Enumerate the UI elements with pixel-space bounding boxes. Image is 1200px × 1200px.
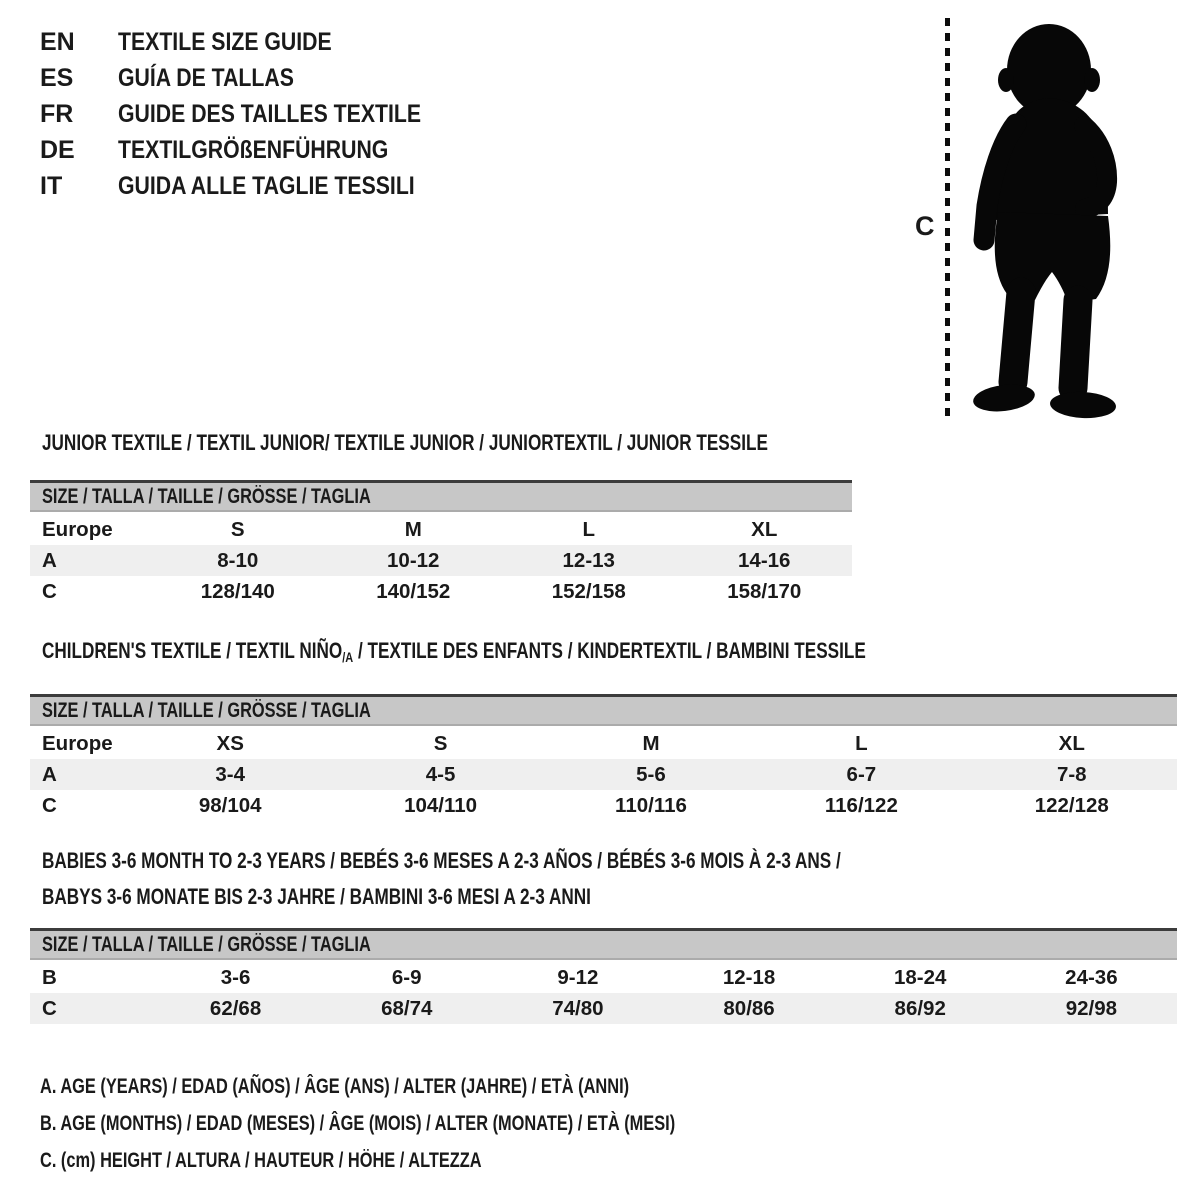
- row-label: C: [42, 579, 57, 603]
- age-cell: 14-16: [677, 545, 853, 576]
- childrens-textile-title: CHILDREN'S TEXTILE / TEXTIL NIÑO/A / TEXTILE DES ENFANTS / KINDERTEXTIL / BAMBINI TESSILE: [42, 638, 866, 665]
- lang-row-it: [40, 168, 475, 204]
- measure-legend: [40, 1068, 854, 1179]
- table-row-europe: [30, 514, 852, 545]
- age-cell: 3-4: [125, 759, 335, 790]
- babies-size-table: [30, 962, 1177, 1024]
- junior-textile-section: [30, 432, 852, 607]
- height-cell: 98/104: [198, 793, 262, 817]
- row-label: Europe: [42, 731, 113, 755]
- height-cell: 152/158: [551, 579, 626, 603]
- lang-row-fr: [40, 96, 475, 132]
- childrens-size-table: [30, 728, 1177, 821]
- lang-code: EN: [40, 28, 75, 56]
- row-label: Europe: [42, 517, 113, 541]
- size-cell: S: [230, 517, 245, 541]
- height-measure-figure: [895, 8, 1175, 433]
- size-cell: XS: [216, 731, 244, 755]
- age-cell: 5-6: [546, 759, 756, 790]
- height-cell: 122/128: [1034, 793, 1109, 817]
- height-cell: 104/110: [404, 793, 478, 817]
- height-cell: 140/152: [376, 579, 451, 603]
- row-label: A: [30, 759, 125, 790]
- age-cell: 6-7: [756, 759, 966, 790]
- age-cell: 24-36: [1065, 965, 1118, 989]
- size-cell: L: [855, 731, 868, 755]
- lang-code: IT: [40, 172, 63, 200]
- lang-row-de: [40, 132, 475, 168]
- babies-textile-section: [30, 843, 1177, 1024]
- size-header-bar: SIZE / TALLA / TAILLE / GRÖSSE / TAGLIA: [30, 480, 852, 512]
- toddler-silhouette-image: [961, 16, 1139, 420]
- height-cell: 68/74: [321, 993, 492, 1024]
- legend-line-b: B. AGE (MONTHS) / EDAD (MESES) / ÂGE (MOIS) / ALTER (MONATE) / ETÀ (MESI): [40, 1112, 676, 1135]
- lang-row-es: [40, 60, 475, 96]
- age-cell: 10-12: [326, 545, 502, 576]
- table-row-height: [30, 790, 1177, 821]
- row-label: C: [30, 993, 150, 1024]
- size-cell: XL: [751, 517, 778, 541]
- height-cell: 74/80: [492, 993, 663, 1024]
- height-cell: 116/122: [824, 793, 898, 817]
- height-cell: 62/68: [150, 993, 321, 1024]
- row-label: A: [30, 545, 150, 576]
- legend-line-c: C. (cm) HEIGHT / ALTURA / HAUTEUR / HÖHE / ALTEZZA: [40, 1149, 482, 1172]
- size-header-bar: SIZE / TALLA / TAILLE / GRÖSSE / TAGLIA: [30, 928, 1177, 960]
- junior-textile-title: JUNIOR TEXTILE / TEXTIL JUNIOR/ TEXTILE JUNIOR / JUNIORTEXTIL / JUNIOR TESSILE: [42, 430, 768, 455]
- nino-a-subscript: /A: [342, 649, 354, 665]
- lang-code: ES: [40, 64, 74, 92]
- height-cell: 158/170: [727, 579, 802, 603]
- lang-row-en: [40, 24, 475, 60]
- height-measure-label: C: [915, 211, 935, 241]
- size-cell: M: [404, 517, 422, 541]
- age-cell: 6-9: [391, 965, 422, 989]
- table-row-europe: [30, 728, 1177, 759]
- guide-title-fr: GUIDE DES TAILLES TEXTILE: [118, 100, 422, 128]
- table-row-age: [30, 545, 852, 576]
- guide-title-en: TEXTILE SIZE GUIDE: [118, 28, 332, 56]
- legend-line-a: A. AGE (YEARS) / EDAD (AÑOS) / ÂGE (ANS) / ALTER (JAHRE) / ETÀ (ANNI): [40, 1075, 630, 1098]
- size-cell: L: [582, 517, 596, 541]
- table-row-height: [30, 993, 1177, 1024]
- size-header-bar: SIZE / TALLA / TAILLE / GRÖSSE / TAGLIA: [30, 694, 1177, 726]
- row-label: B: [42, 965, 57, 989]
- age-cell: 12-18: [722, 965, 776, 989]
- guide-title-it: GUIDA ALLE TAGLIE TESSILI: [118, 172, 415, 200]
- junior-size-table: [30, 514, 852, 607]
- table-row-age: [30, 759, 1177, 790]
- age-cell: 4-5: [335, 759, 545, 790]
- guide-title-de: TEXTILGRÖßENFÜHRUNG: [118, 136, 389, 164]
- height-cell: 80/86: [663, 993, 834, 1024]
- childrens-textile-section: [30, 640, 1177, 821]
- age-cell: 8-10: [150, 545, 326, 576]
- height-cell: 92/98: [1006, 993, 1177, 1024]
- size-cell: M: [642, 731, 660, 755]
- lang-code: FR: [40, 100, 74, 128]
- height-cell: 86/92: [835, 993, 1006, 1024]
- age-cell: 18-24: [893, 965, 947, 989]
- lang-code: DE: [40, 136, 75, 164]
- age-cell: 7-8: [967, 759, 1177, 790]
- row-label: C: [42, 793, 57, 817]
- language-title-list: [40, 24, 475, 204]
- age-cell: 3-6: [220, 965, 251, 989]
- height-cell: 128/140: [200, 579, 275, 603]
- height-dashed-line: [945, 18, 950, 418]
- babies-title: BABIES 3-6 MONTH TO 2-3 YEARS / BEBÉS 3-6 MESES A 2-3 AÑOS / BÉBÉS 3-6 MOIS À 2-3 ANS / BABYS 3-6 MONATE BIS 2-3 JAHRE / BAMBINI 3-6 MESI A 2-3 ANNI: [42, 848, 841, 909]
- age-cell: 9-12: [557, 965, 599, 989]
- table-row-height: [30, 576, 852, 607]
- size-cell: XL: [1058, 731, 1085, 755]
- height-cell: 110/116: [615, 793, 687, 817]
- size-cell: S: [433, 731, 448, 755]
- table-row-age-months: [30, 962, 1177, 993]
- age-cell: 12-13: [501, 545, 677, 576]
- guide-title-es: GUÍA DE TALLAS: [118, 64, 294, 92]
